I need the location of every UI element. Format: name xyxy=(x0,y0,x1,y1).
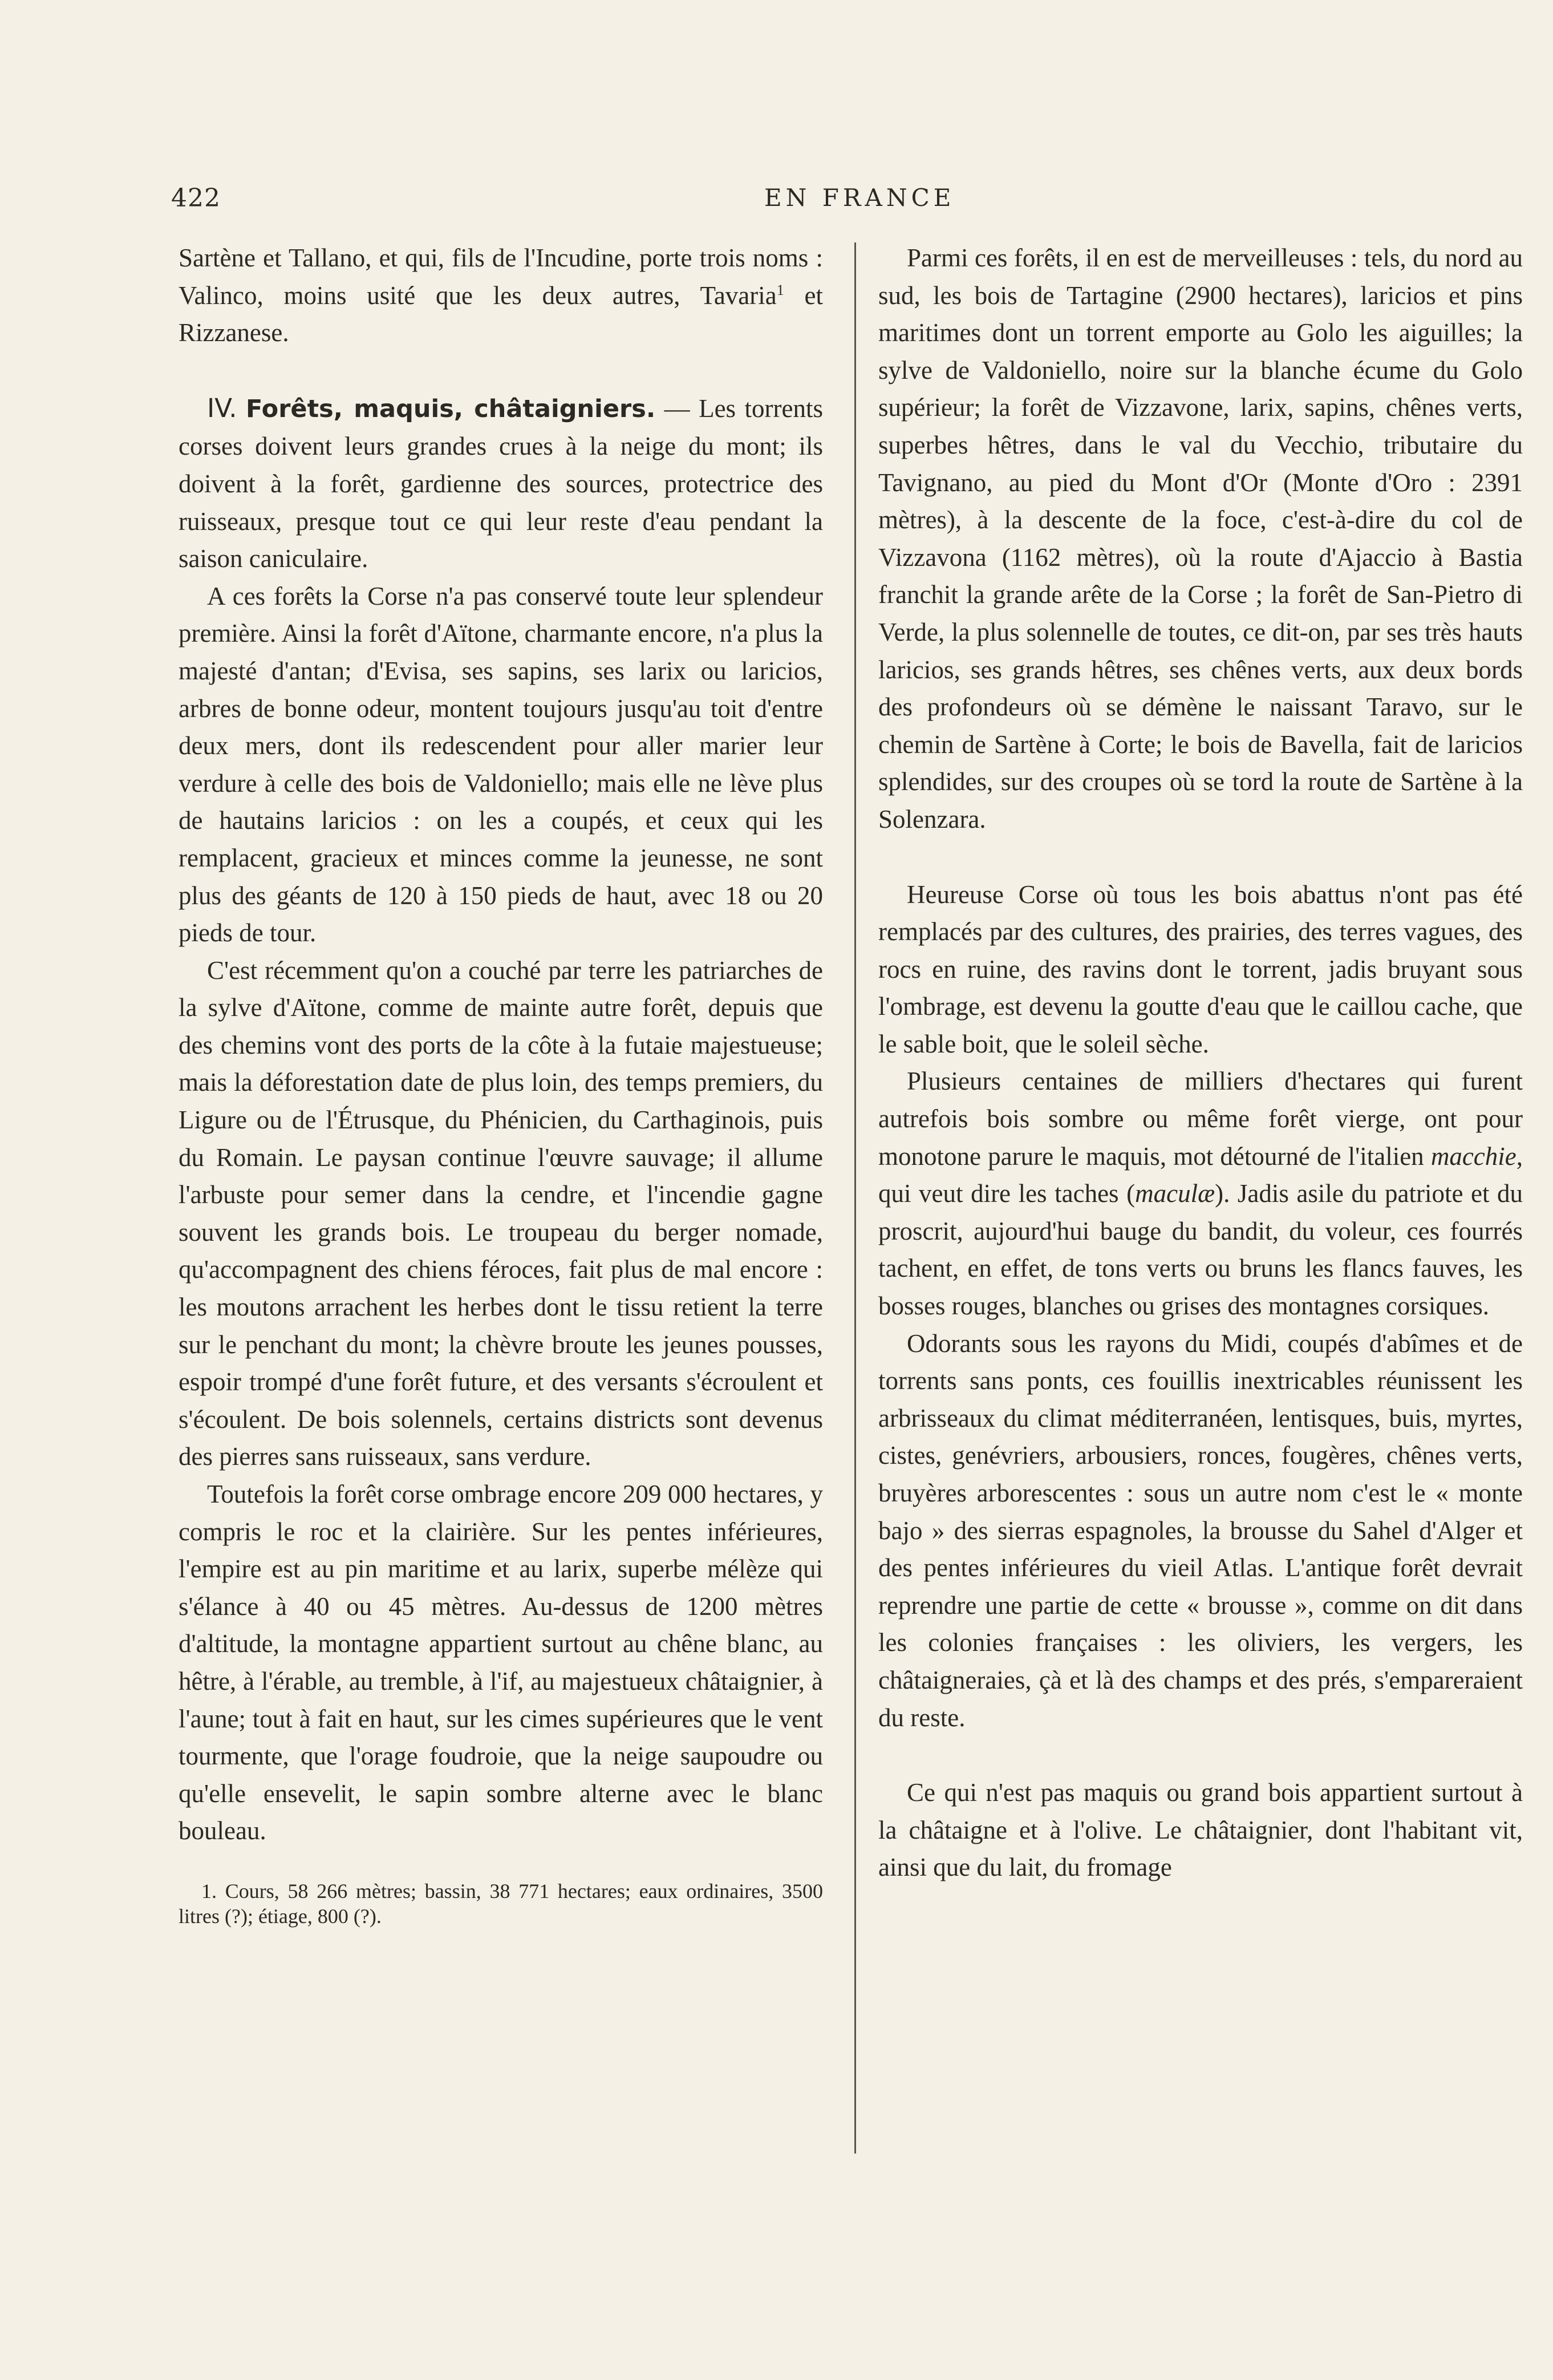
right-column xyxy=(878,240,1523,1887)
paragraph-tallano xyxy=(179,240,823,352)
paragraph-chataigne: Ce qui n'est pas maquis ou grand bois appartient surtout à la châtaigne et à l'olive. Le châtaignier, dont l'habitant vit, ainsi que du lait, du fromage xyxy=(878,1778,1523,1882)
paragraph-text: et Rizzanese. xyxy=(179,281,823,347)
section-title: Forêts, maquis, châtaigniers. xyxy=(246,394,656,423)
paragraph-aitone: A ces forêts la Corse n'a pas conservé toute leur splendeur première. Ainsi la forêt d'Aïtone, charmante encore, n'a plus la majesté d'antan; d'Evisa, ses sapins, ses larix ou laricios, arbres de bonne odeur, montent toujours jusqu'au toit d'entre deux mers, dont ils redescendent pour aller marier leur verdure à celle des bois de Valdoniello; mais elle ne lève plus de hautains laricios : on les a coupés, et ceux qui les remplacent, gracieux et minces comme la jeunesse, ne sont plus des géants de 120 à 150 pieds de haut, avec 18 ou 20 pieds de tour. xyxy=(179,581,823,948)
paragraph-text: Plusieurs centaines de milliers d'hectares qui furent autrefois bois sombre ou même forêt vierge, ont pour monotone parure le maquis, mot détourné de l'italien xyxy=(878,1067,1523,1171)
paragraph-odorants: Odorants sous les rayons du Midi, coupés d'abîmes et de torrents sans ponts, ces fouillis inextricables réunissent les arbrisseaux du climat méditerranéen, lentisques, buis, myrtes, cistes, genévriers, arbousiers, ronces, fougères, chênes verts, bruyères arborescentes : sous un autre nom c'est le « monte bajo » des sierras espagnoles, la brousse du Sahel d'Alger et des pentes inférieures du vieil Atlas. L'antique forêt devrait reprendre une partie de cette « brousse », comme on dit dans les colonies françaises : les oliviers, les vergers, les châtaigneraies, çà et là des champs et des prés, s'empareraient du reste. xyxy=(878,1329,1523,1732)
paragraph-maquis xyxy=(878,1063,1523,1325)
section-text: — Les torrents corses doivent leurs grandes crues à la neige du mont; ils doivent à la forêt, gardienne des sources, protectrice des ruisseaux, presque tout ce qui leur reste d'eau pendant la saison caniculaire. xyxy=(179,394,823,573)
italic-term: macchie xyxy=(1430,1142,1516,1171)
section-heading-paragraph xyxy=(179,390,823,578)
paragraph-deforestation: C'est récemment qu'on a couché par terre les patriarches de la sylve d'Aïtone, comme de mainte autre forêt, depuis que des chemins vont des ports de la côte à la futaie majestueuse; mais la déforestation date de plus loin, des temps premiers, du Ligure ou de l'Étrusque, du Phénicien, du Carthaginois, puis du Romain. Le paysan continue l'œuvre sauvage; il allume l'arbuste pour semer dans la cendre, et l'incendie gagne souvent les grands bois. Le troupeau du berger nomade, qu'accompagnent des chiens féroces, fait plus de mal encore : les moutons arrachent les herbes dont le tissu retient la terre sur le penchant du mont; la chèvre broute les jeunes pousses, espoir trompé d'une forêt future, et des versants s'écroulent et s'écoulent. De bois solennels, certains districts sont devenus des pierres sans ruisseaux, sans verdure. xyxy=(179,956,823,1471)
page-number: 422 xyxy=(171,184,221,213)
paragraph-text: , qui veut dire les taches ( xyxy=(878,1142,1523,1208)
column-divider xyxy=(854,242,856,2154)
footnote: 1. Cours, 58 266 mètres; bassin, 38 771 hectares; eaux ordinaires, 3500 litres (?); étiage, 800 (?). xyxy=(179,1879,823,1928)
paragraph-text: ). Jadis asile du patriote et du proscrit, aujourd'hui bauge du bandit, du voleur, ces fourrés tachent, en effet, de tons verts ou bruns les flancs fauves, les bosses rouges, blanches ou grises des montagnes corsiques. xyxy=(878,1179,1523,1321)
left-column xyxy=(179,240,823,1929)
section-number: IV. xyxy=(207,392,237,423)
footnote-reference: 1 xyxy=(776,281,784,298)
paragraph-heureuse-corse: Heureuse Corse où tous les bois abattus n'ont pas été remplacés par des cultures, des prairies, des terres vagues, des rocs en ruine, des ravins dont le torrent, jadis bruyant sous l'ombrage, est devenu la goutte d'eau que le caillou cache, que le sable boit, que le soleil sèche. xyxy=(878,880,1523,1058)
paragraph-forest-area: Toutefois la forêt corse ombrage encore 209 000 hectares, y compris le roc et la clairière. Sur les pentes inférieures, l'empire est au pin maritime et au larix, superbe mélèze qui s'élance à 40 ou 45 mètres. Au-dessus de 1200 mètres d'altitude, la montagne appartient surtout au chêne blanc, au hêtre, à l'érable, au tremble, à l'if, au majestueux châtaignier, à l'aune; tout à fait en haut, sur les cimes supérieures que le vent tourmente, que l'orage foudroie, que la neige saupoudre ou qu'elle ensevelit, le sapin sombre alterne avec le blanc bouleau. xyxy=(179,1480,823,1845)
italic-term: maculæ xyxy=(1135,1179,1215,1208)
paragraph-marvelous-forests: Parmi ces forêts, il en est de merveilleuses : tels, du nord au sud, les bois de Tartagine (2900 hectares), laricios et pins maritimes dont un torrent emporte au Golo les aiguilles; la sylve de Valdoniello, noire sur la blanche écume du Golo supérieur; la forêt de Vizzavone, larix, sapins, chênes verts, superbes hêtres, dans le val du Vecchio, tributaire du Tavignano, au pied du Mont d'Or (Monte d'Oro : 2391 mètres), à la descente de la foce, c'est-à-dire du col de Vizzavona (1162 mètres), où la route d'Ajaccio à Bastia franchit la grande arête de la Corse ; la forêt de San-Pietro di Verde, la plus solennelle de toutes, ce dit-on, par ses très hauts laricios, ses grands hêtres, ses chênes verts, aux deux bords des profondeurs où se démène le naissant Taravo, sur le chemin de Sartène à Corte; le bois de Bavella, fait de laricios splendides, sur des croupes où se tord la route de Sartène à la Solenzara. xyxy=(878,244,1523,833)
paragraph-text: Sartène et Tallano, et qui, fils de l'Incudine, porte trois noms : Valinco, moins usité que les deux autres, Tavaria xyxy=(179,244,823,310)
running-title: EN FRANCE xyxy=(764,184,955,212)
